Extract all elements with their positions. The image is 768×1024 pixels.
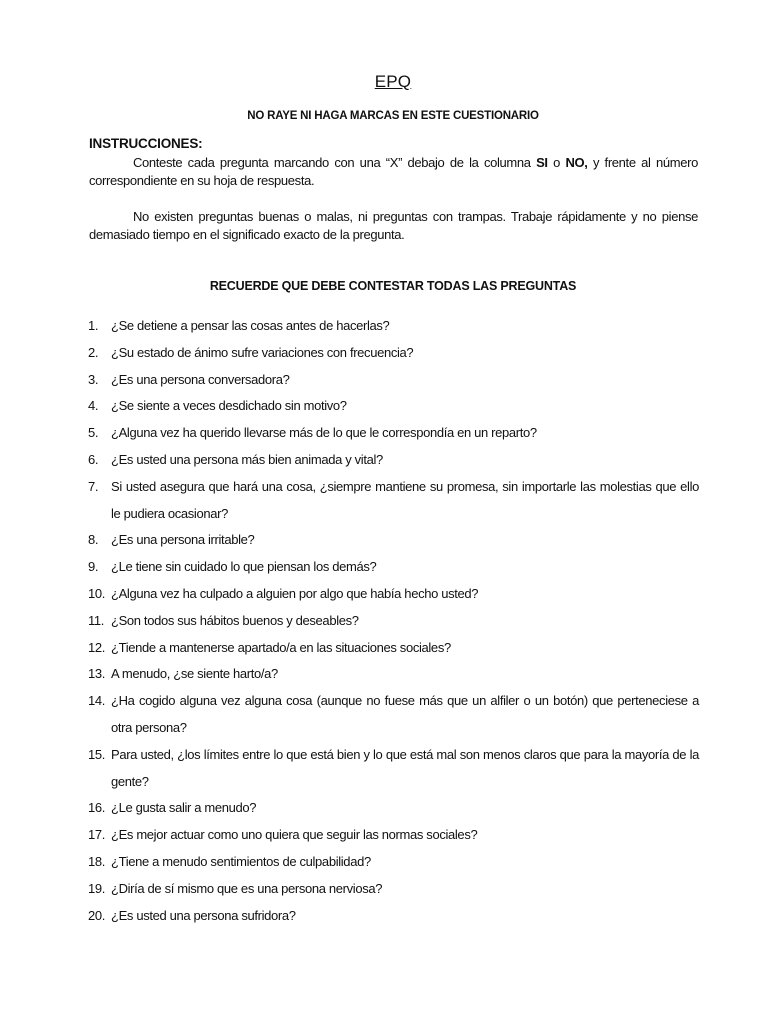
question-item — [88, 795, 699, 822]
question-number: 12. — [88, 639, 106, 655]
question-number: 14. — [88, 693, 106, 709]
question-number: 6. — [88, 451, 99, 467]
question-text: ¿Es usted una persona más bien animada y vital? — [111, 451, 383, 467]
question-number: 8. — [88, 532, 99, 548]
document-subtitle: NO RAYE NI HAGA MARCAS EN ESTE CUESTIONARIO — [247, 110, 539, 122]
question-number: 18. — [88, 853, 106, 869]
question-text: ¿Le tiene sin cuidado lo que piensan los demás? — [111, 559, 377, 575]
question-text: ¿Le gusta salir a menudo? — [111, 800, 257, 816]
question-text: ¿Su estado de ánimo sufre variaciones con frecuencia? — [111, 344, 414, 360]
question-text: ¿Es usted una persona sufridora? — [111, 907, 296, 923]
question-number: 9. — [88, 559, 99, 575]
question-text: Para usted, ¿los límites entre lo que está bien y lo que está mal son menos claros que para la mayoría de la gente? — [111, 746, 699, 789]
question-text: Si usted asegura que hará una cosa, ¿siempre mantiene su promesa, sin importarle las molestias que ello le pudiera ocasionar? — [111, 478, 699, 521]
question-item — [88, 608, 699, 635]
question-number: 13. — [88, 666, 106, 682]
question-number: 15. — [88, 746, 106, 762]
question-item — [88, 876, 699, 903]
question-number: 7. — [88, 478, 99, 494]
question-number: 10. — [88, 585, 106, 601]
question-item — [88, 474, 699, 528]
instructions-p1-after: y frente al número correspondiente en su hoja de respuesta. — [89, 155, 698, 188]
question-number: 17. — [88, 827, 106, 843]
question-item — [88, 447, 699, 474]
question-text: ¿Alguna vez ha culpado a alguien por algo que había hecho usted? — [111, 585, 479, 601]
question-text: ¿Ha cogido alguna vez alguna cosa (aunque no fuese más que un alfiler o un botón) que perteneciese a otra persona? — [111, 693, 699, 735]
question-number: 16. — [88, 800, 106, 816]
instructions-p1-no: NO, — [565, 155, 588, 170]
question-text: ¿Se siente a veces desdichado sin motivo? — [111, 398, 347, 414]
question-item — [88, 367, 699, 394]
question-number: 5. — [88, 425, 99, 441]
question-number: 4. — [88, 398, 99, 414]
instructions-paragraph-1 — [89, 154, 698, 190]
question-text: ¿Se detiene a pensar las cosas antes de hacerlas? — [111, 318, 390, 333]
instructions-p1-o: o — [547, 155, 566, 170]
question-item — [88, 822, 699, 849]
question-number: 19. — [88, 880, 106, 896]
question-number: 11. — [88, 612, 105, 628]
question-text: ¿Alguna vez ha querido llevarse más de lo que le correspondía en un reparto? — [111, 425, 537, 441]
question-text: ¿Es mejor actuar como uno quiera que seguir las normas sociales? — [111, 827, 478, 843]
question-item — [88, 742, 699, 796]
question-item — [88, 527, 699, 554]
section-heading: RECUERDE QUE DEBE CONTESTAR TODAS LAS PREGUNTAS — [209, 279, 577, 293]
question-text: ¿Tiene a menudo sentimientos de culpabilidad? — [111, 853, 371, 869]
question-item — [88, 313, 699, 340]
question-text: ¿Es una persona irritable? — [111, 532, 255, 548]
question-number: 3. — [88, 371, 99, 387]
question-item — [88, 420, 699, 447]
question-item — [88, 903, 699, 930]
question-item — [88, 849, 699, 876]
question-text: ¿Es una persona conversadora? — [111, 371, 290, 387]
instructions-p1-before: Conteste cada pregunta marcando con una “X” debajo de la columna — [133, 155, 537, 170]
question-item — [88, 393, 699, 420]
question-item — [88, 688, 699, 742]
question-text: ¿Tiende a mantenerse apartado/a en las situaciones sociales? — [111, 639, 451, 655]
question-number: 2. — [88, 344, 99, 360]
question-text: ¿Diría de sí mismo que es una persona nerviosa? — [111, 880, 383, 896]
instructions-paragraph-2: No existen preguntas buenas o malas, ni preguntas con trampas. Trabaje rápidamente y no piense demasiado tiempo en el significado exacto de la pregunta. — [89, 209, 698, 242]
question-text: A menudo, ¿se siente harto/a? — [111, 666, 278, 682]
question-item — [88, 581, 699, 608]
document-title: EPQ — [374, 72, 412, 91]
question-item — [88, 635, 699, 662]
instructions-heading: INSTRUCCIONES: — [89, 136, 203, 151]
question-number: 20. — [88, 907, 106, 923]
question-item — [88, 340, 699, 367]
question-text: ¿Son todos sus hábitos buenos y deseables? — [111, 612, 359, 628]
instructions-p1-si: SI — [536, 155, 548, 170]
question-list — [88, 313, 699, 929]
question-item — [88, 661, 699, 688]
question-number: 1. — [88, 318, 99, 333]
question-item — [88, 554, 699, 581]
